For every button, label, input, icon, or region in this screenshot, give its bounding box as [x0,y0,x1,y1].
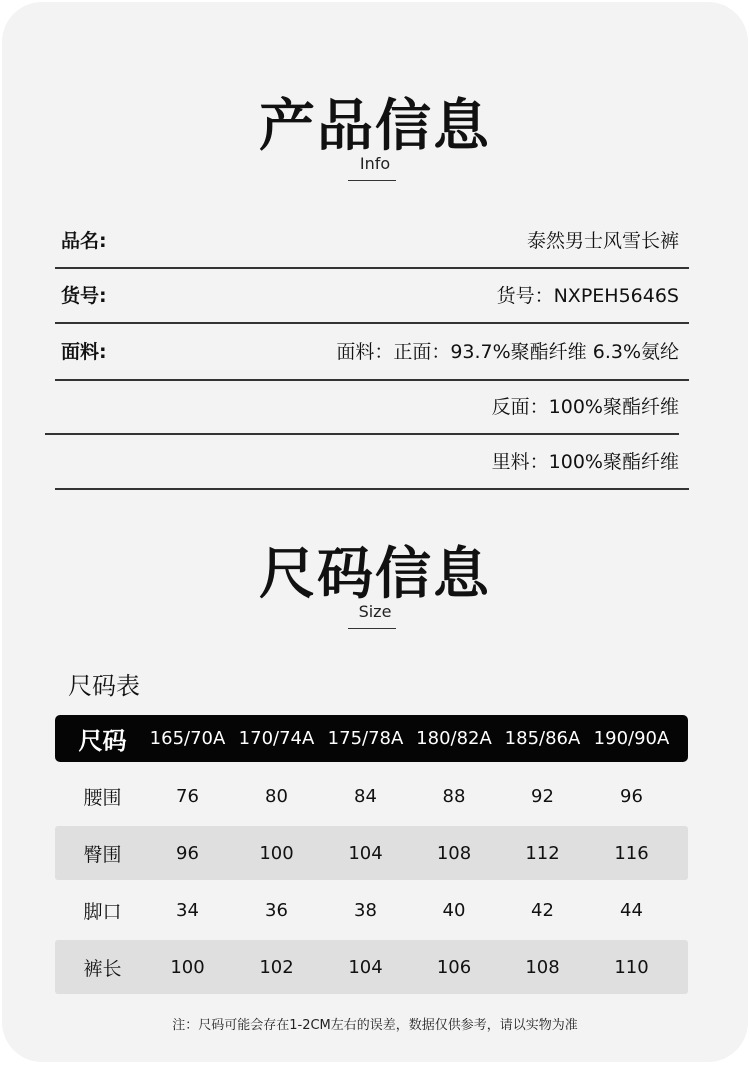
table-cell: 44 [620,899,643,921]
divider [55,488,689,490]
footnote: 注：尺码可能会存在1-2CM左右的误差，数据仅供参考，请以实物为准 [172,1018,578,1033]
table-cell: 100 [259,842,294,864]
info-row-sku [55,269,689,324]
table-cell: 92 [531,785,554,807]
table-cell: 116 [614,842,649,864]
table-cell: 80 [265,785,288,807]
table-cell: 88 [442,785,466,807]
size-table-title: 尺码表 [68,672,140,700]
table-cell: 102 [259,956,294,978]
row-label: 腰围 [83,786,122,809]
size-info-title: 尺码信息 [259,542,491,607]
info-row-fabric [55,325,689,380]
size-info-underline [348,628,396,629]
table-cell: 96 [620,785,643,807]
row-label: 裤长 [83,957,122,980]
table-cell: 104 [348,842,383,864]
table-row [55,883,688,937]
table-cell: 104 [348,956,383,978]
row-label: 臀围 [83,843,122,866]
info-value-sku: 货号：NXPEH5646S [496,285,679,307]
info-row-name [55,214,689,269]
table-row [55,769,688,823]
product-info-subtitle: Info [359,154,391,173]
header-cell: 165/70A [149,728,226,749]
header-cell: 170/74A [238,728,315,749]
table-cell: 34 [176,899,199,921]
table-row [55,940,688,994]
table-cell: 108 [525,956,560,978]
info-value-lining: 里料：100%聚酯纤维 [491,451,679,473]
table-cell: 108 [436,842,472,864]
table-cell: 100 [170,956,205,978]
table-cell: 84 [354,785,377,807]
info-value-name: 泰然男士风雪长裤 [526,230,679,252]
table-cell: 42 [531,899,554,921]
info-value-fabric: 面料：正面：93.7%聚酯纤维 6.3%氨纶 [336,341,679,363]
header-cell: 180/82A [416,728,492,749]
table-cell: 96 [176,842,199,864]
info-label-sku: 货号: [61,285,107,307]
info-row-reverse [55,380,689,435]
table-cell: 112 [525,842,560,864]
header-cell: 尺码 [78,727,127,755]
info-row-lining [55,435,689,490]
info-label-fabric: 面料: [61,341,107,363]
table-cell: 106 [436,956,472,978]
table-cell: 40 [442,899,466,921]
header-cell: 185/86A [504,728,581,749]
header-cell: 175/78A [327,728,404,749]
table-cell: 38 [354,899,377,921]
table-cell: 36 [265,899,288,921]
divider [55,322,689,324]
size-info-subtitle: Size [358,602,392,621]
header-cell: 190/90A [593,728,670,749]
product-info-title: 产品信息 [259,94,491,159]
row-label: 脚口 [83,900,122,923]
table-row [55,826,688,880]
table-cell: 76 [176,785,199,807]
table-cell: 110 [614,956,649,978]
size-table-header [55,715,688,762]
info-label-name: 品名: [61,230,107,252]
product-info-underline [348,180,396,181]
info-value-reverse: 反面：100%聚酯纤维 [491,396,679,418]
